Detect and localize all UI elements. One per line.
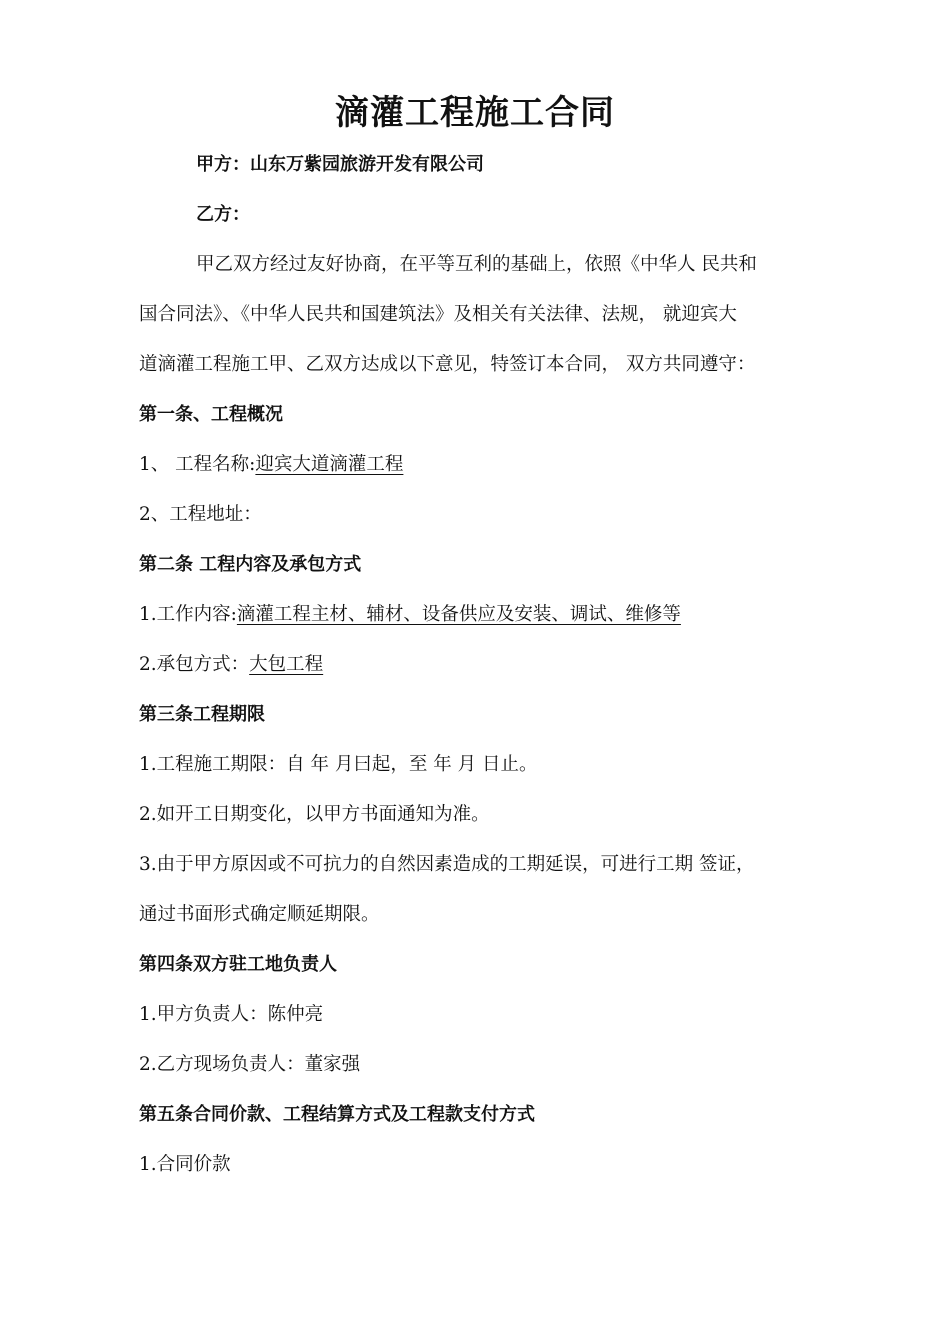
article-5-heading: 第五条合同价款、工程结算方式及工程款支付方式 [139, 1104, 535, 1125]
party-a: 甲方：山东万紫园旅游开发有限公司 [196, 154, 484, 175]
preamble-line-1: 甲乙双方经过友好协商，在平等互利的基础上，依照《中华人 民共和 [196, 254, 757, 275]
article-4-item-1: 1.甲方负责人：陈仲亮 [139, 1004, 324, 1025]
contract-title: 滴灌工程施工合同 [335, 93, 615, 133]
preamble-line-2: 国合同法》、《中华人民共和国建筑法》及相关有关法律、法规， 就迎宾大 [139, 304, 737, 325]
contract-mode-label: 2.承包方式： [139, 654, 250, 675]
work-content-label: 1.工作内容: [139, 604, 237, 625]
article-2-heading: 第二条 工程内容及承包方式 [139, 554, 362, 575]
project-name-label: 1、 工程名称: [139, 454, 256, 475]
work-content-value: 滴灌工程主材、辅材、设备供应及安装、调试、维修等 [236, 604, 681, 625]
preamble-line-3: 道滴灌工程施工甲、乙双方达成以下意见，特签订本合同， 双方共同遵守： [139, 354, 756, 375]
article-1-heading: 第一条、工程概况 [139, 404, 283, 425]
article-3-item-2: 2.如开工日期变化，以甲方书面通知为准。 [139, 804, 490, 825]
article-4-item-2: 2.乙方现场负责人：董家强 [139, 1054, 361, 1075]
article-5-item-1: 1.合同价款 [139, 1154, 231, 1175]
contract-mode-value: 大包工程 [249, 654, 324, 675]
article-1-item-2: 2、工程地址： [139, 504, 262, 525]
project-name-value: 迎宾大道滴灌工程 [255, 454, 404, 475]
article-1-item-1 [139, 450, 403, 480]
article-3-item-3-line-1: 3.由于甲方原因或不可抗力的自然因素造成的工期延误，可进行工期 签证， [139, 854, 755, 875]
article-3-heading: 第三条工程期限 [139, 704, 265, 725]
article-4-heading: 第四条双方驻工地负责人 [139, 954, 337, 975]
party-b: 乙方： [196, 204, 250, 225]
article-3-item-1: 1.工程施工期限：自 年 月曰起，至 年 月 日止。 [139, 754, 538, 775]
article-2-item-1 [139, 600, 681, 630]
article-2-item-2 [139, 650, 323, 680]
article-3-item-3-line-2: 通过书面形式确定顺延期限。 [139, 904, 380, 925]
